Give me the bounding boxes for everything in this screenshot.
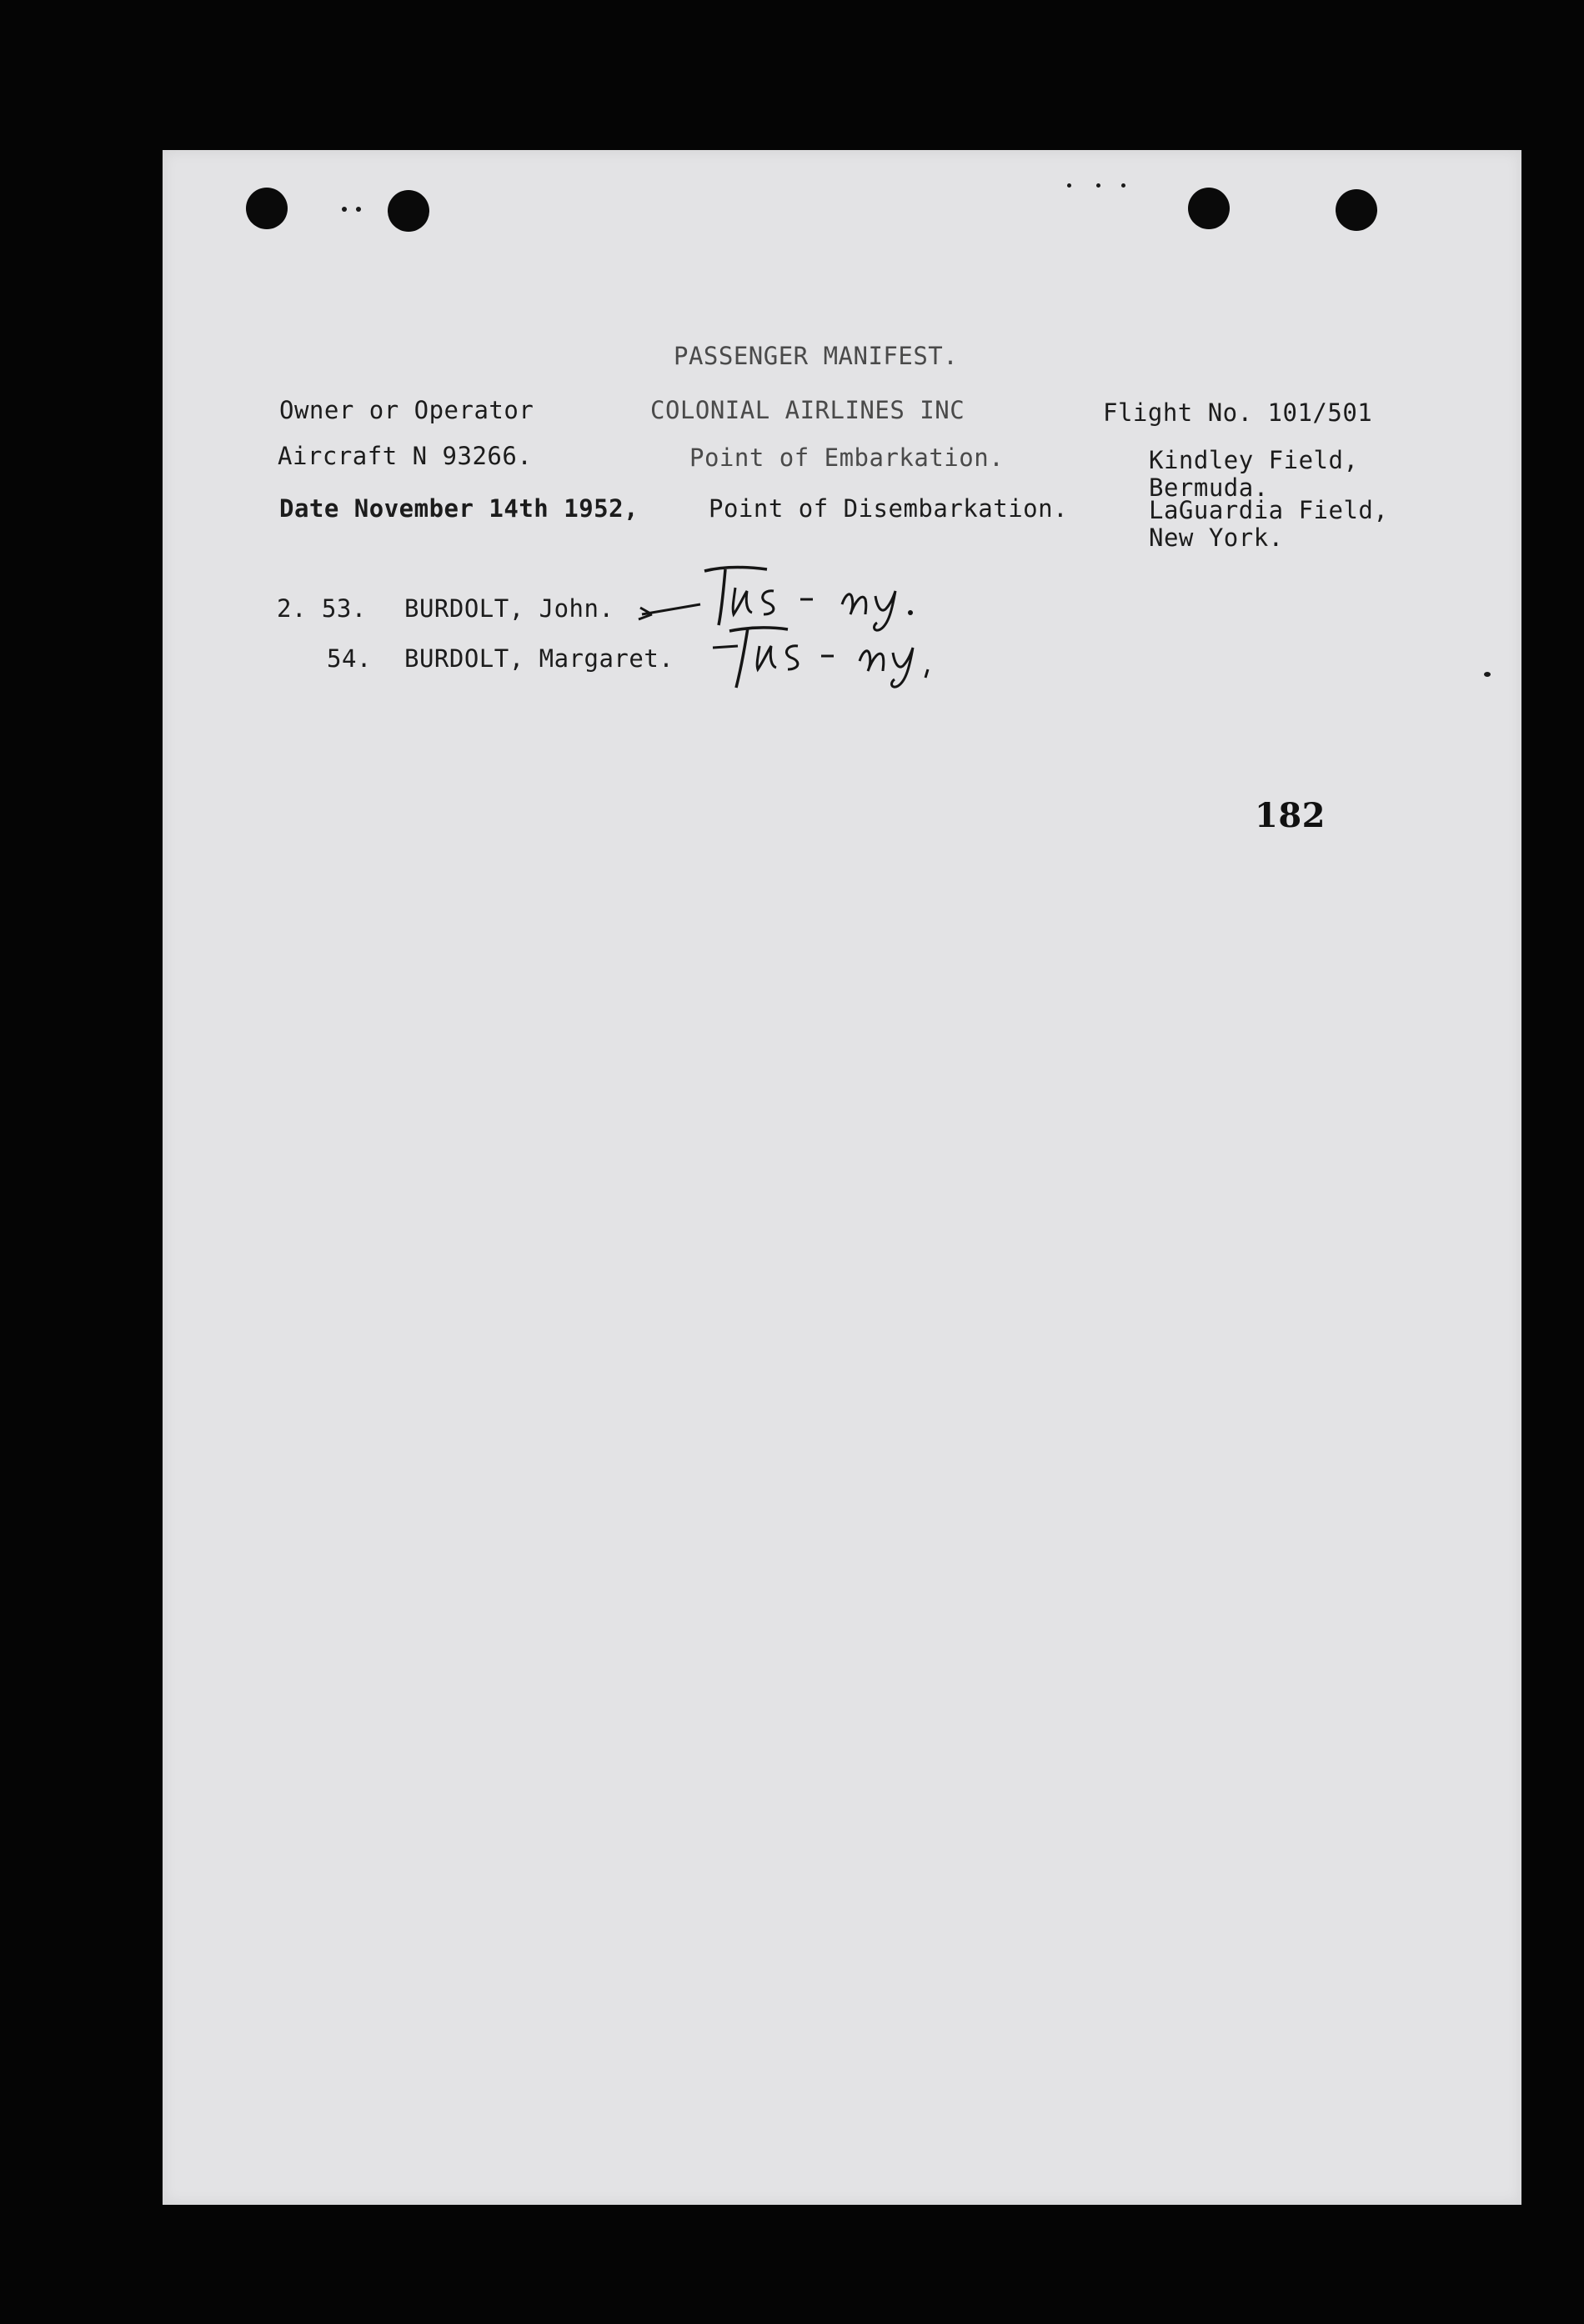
- passenger-number: 2. 53.: [277, 594, 367, 623]
- handwritten-annotation-2: [713, 613, 1030, 688]
- punch-hole-left-1: [246, 188, 288, 229]
- punch-hole-right-2: [1336, 189, 1377, 231]
- embarkation-value-line1: Kindley Field,: [1149, 446, 1359, 474]
- disembarkation-value-line2: New York.: [1149, 523, 1284, 552]
- manifest-page: [163, 150, 1521, 2205]
- embarkation-value-line2: Bermuda.: [1149, 473, 1269, 502]
- aircraft: Aircraft N 93266.: [278, 442, 533, 470]
- disembarkation-label: Point of Disembarkation.: [709, 494, 1069, 523]
- passenger-name: BURDOLT, Margaret.: [404, 644, 674, 673]
- flight-number: Flight No. 101/501: [1103, 398, 1373, 427]
- owner-value: COLONIAL AIRLINES INC: [650, 396, 965, 424]
- passenger-number: 54.: [327, 644, 372, 673]
- page-number: 182: [1255, 796, 1326, 835]
- embarkation-label: Point of Embarkation.: [689, 443, 1005, 472]
- punch-hole-right-1: [1188, 188, 1230, 229]
- disembarkation-value-line1: LaGuardia Field,: [1149, 496, 1389, 524]
- owner-label: Owner or Operator: [279, 396, 534, 424]
- punch-hole-left-2: [388, 190, 429, 232]
- passenger-name: BURDOLT, John.: [404, 594, 614, 623]
- manifest-title: PASSENGER MANIFEST.: [674, 342, 959, 370]
- date: Date November 14th 1952,: [279, 494, 639, 523]
